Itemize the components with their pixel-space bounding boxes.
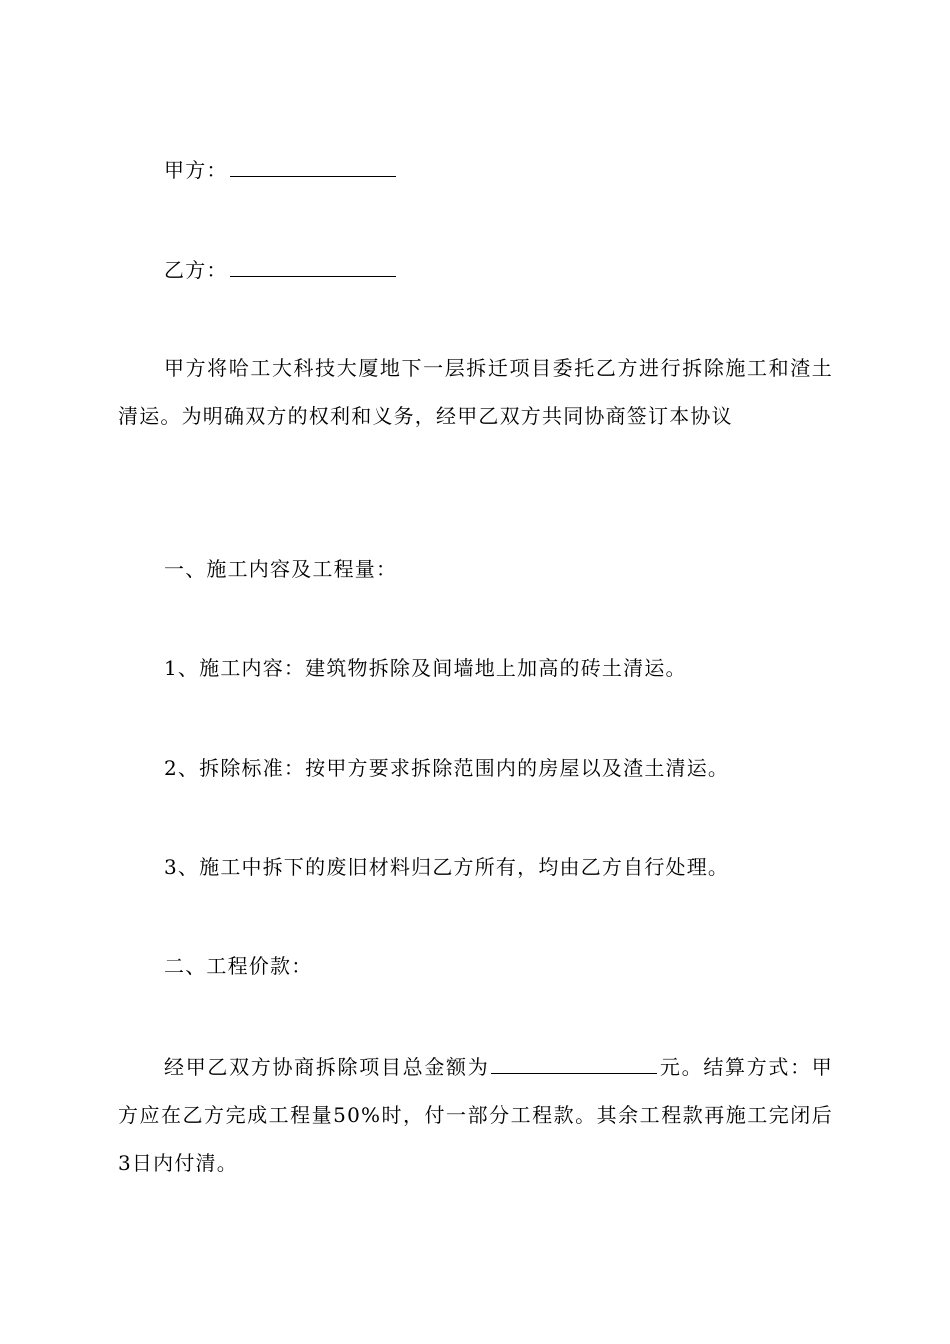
party-b-line xyxy=(164,246,879,294)
section1-item1: 1、施工内容：建筑物拆除及间墙地上加高的砖土清运。 xyxy=(164,656,687,680)
intro-paragraph: 甲方将哈工大科技大厦地下一层拆迁项目委托乙方进行拆除施工和渣土清运。为明确双方的权利和义务，经甲乙双方共同协商签订本协议 xyxy=(118,356,833,428)
party-a-line xyxy=(164,146,879,194)
section1-item3: 3、施工中拆下的废旧材料归乙方所有，均由乙方自行处理。 xyxy=(164,855,730,879)
section1-item2: 2、拆除标准：按甲方要求拆除范围内的房屋以及渣土清运。 xyxy=(164,756,730,780)
section1-heading: 一、施工内容及工程量： xyxy=(164,557,398,581)
party-b-label: 乙方： xyxy=(164,258,228,282)
section2-heading: 二、工程价款： xyxy=(164,954,313,978)
section2-text-after-blank: 元。结算方式：甲方应在乙方完成工程量50%时，付一部分工程款。其余工程款再施工完闭后3日内付清。 xyxy=(118,1055,833,1175)
party-b-blank xyxy=(230,258,396,277)
section2-text-before-blank: 经甲乙双方协商拆除项目总金额为 xyxy=(164,1055,490,1079)
party-a-label: 甲方： xyxy=(164,158,228,182)
amount-blank xyxy=(491,1055,657,1074)
party-a-blank xyxy=(230,158,396,177)
section2-paragraph xyxy=(118,1043,833,1187)
